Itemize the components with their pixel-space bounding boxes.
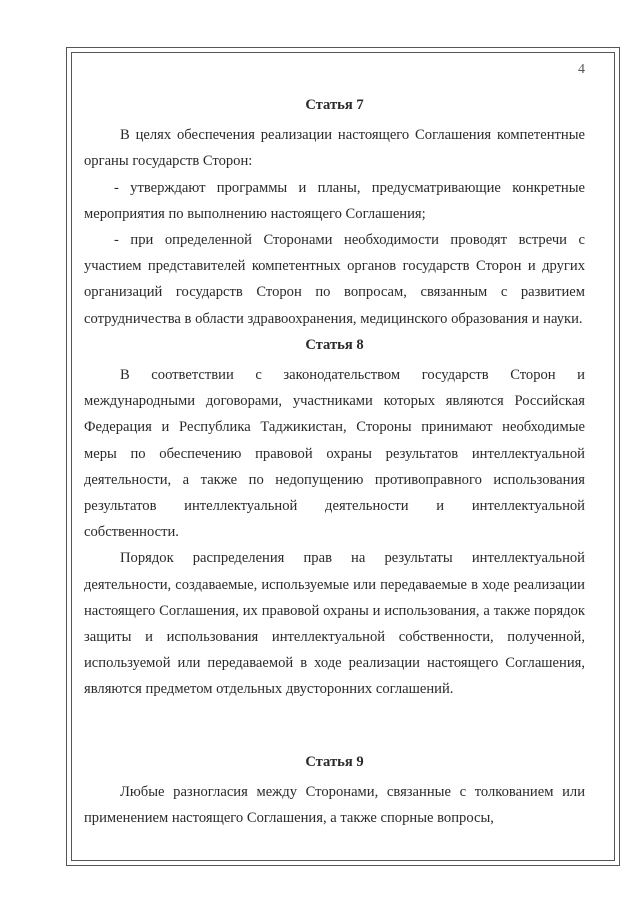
article-8-paragraph-2: Порядок распределения прав на результаты интеллектуальной деятельности, создаваемые, используемые или передаваемые в ходе реализации настоящего Соглашения, их правовой охраны и использования, а также порядок защиты и использования интеллектуальной собственности, полученной, используемой или передаваемой в ходе реализации настоящего Соглашения, являются предметом отдельных двусторонних соглашений. — [84, 550, 585, 698]
article-7-paragraph-2: - утверждают программы и планы, предусматривающие конкретные мероприятия по выполнению настоящего Соглашения; — [84, 179, 585, 222]
article-7-title: Статья 7 — [305, 97, 364, 113]
article-7-paragraph-3: - при определенной Сторонами необходимости проводят встречи с участием представителей компетентных органов государств Сторон и других организаций государств Сторон по вопросам, связанным с развитием сотрудничества в области здравоохранения, медицинского образования и науки. — [84, 232, 585, 327]
article-8-title: Статья 8 — [305, 336, 364, 353]
article-8-paragraph-1: В соответствии с законодательством государств Сторон и международными договорами, участниками которых являются Российская Федерация и Республика Таджикистан, Стороны принимают необходимые меры по обеспечению правовой охраны результатов интеллектуальной деятельности, а также по недопущению противоправного использования результатов интеллектуальной деятельности и интеллектуальной собственности. — [84, 367, 585, 541]
article-7-paragraph-1: В целях обеспечения реализации настоящего Соглашения компетентные органы государств Сторон: — [84, 127, 585, 170]
page-number: 4 — [578, 62, 585, 77]
article-9-title: Статья 9 — [305, 753, 364, 770]
document-body — [84, 92, 585, 831]
article-9-paragraph-1: Любые разногласия между Сторонами, связанные с толкованием или применением настоящего Соглашения, а также спорные вопросы, — [84, 783, 585, 827]
section-gap — [84, 703, 585, 749]
article-9 — [84, 749, 585, 832]
article-8 — [84, 332, 585, 703]
article-7 — [84, 92, 585, 332]
